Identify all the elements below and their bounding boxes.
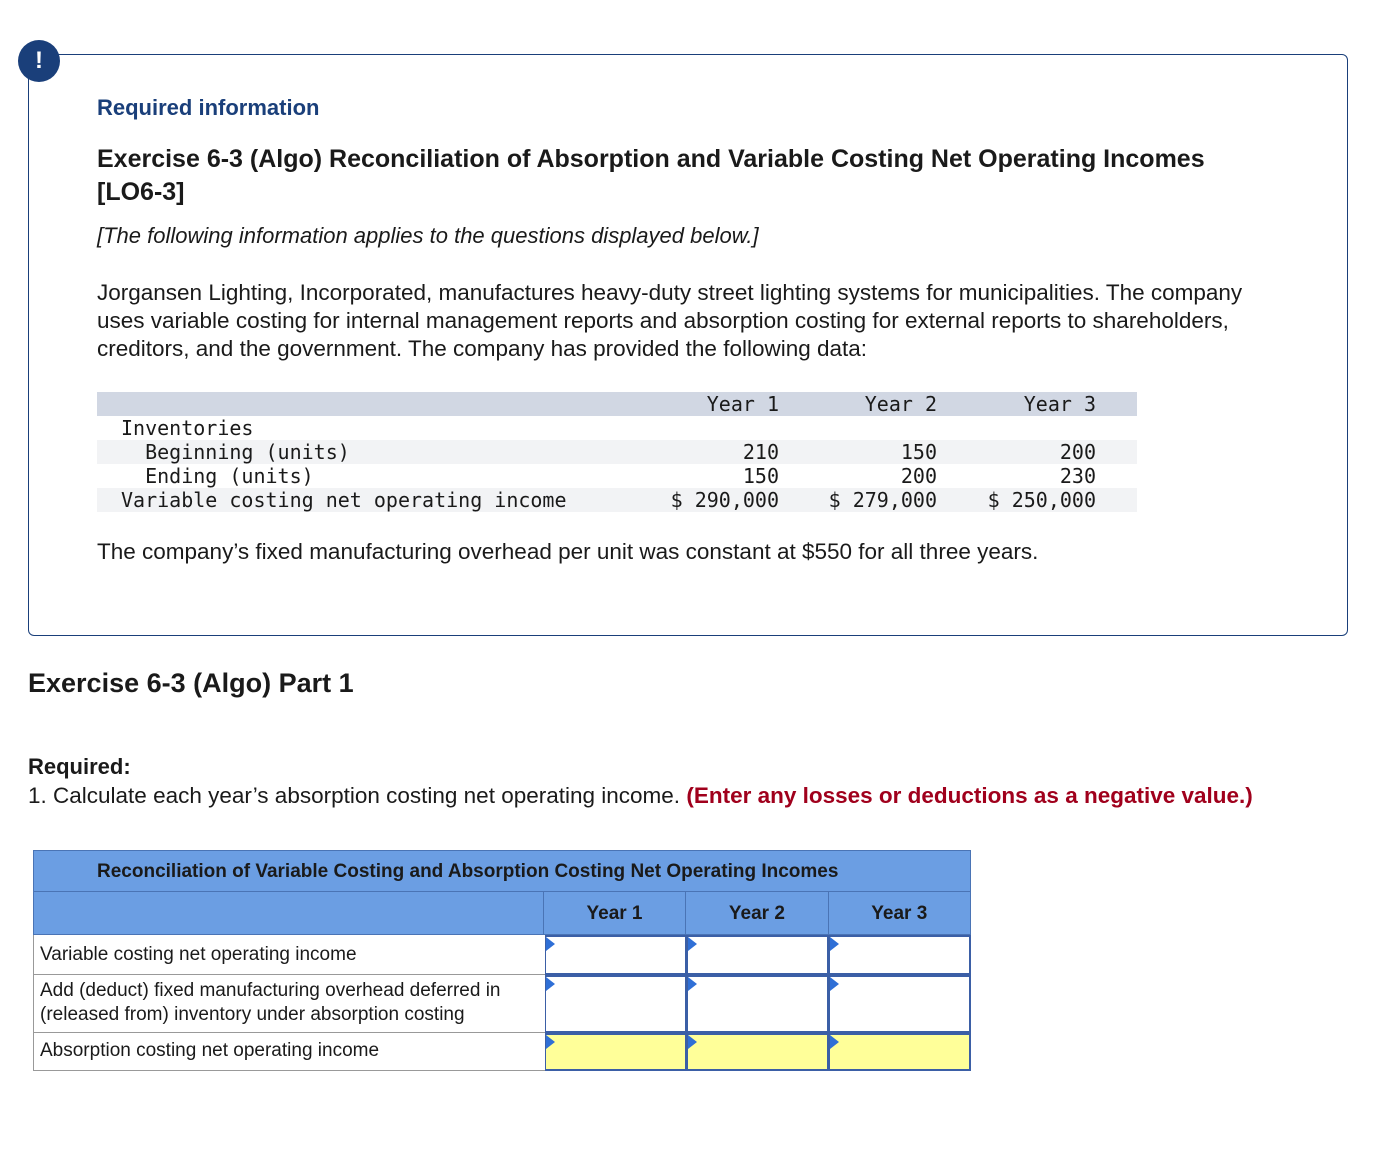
input-marker-icon [830,977,839,991]
instruction-emphasis: (Enter any losses or deductions as a negative value.) [686,783,1253,808]
input-marker-icon [546,977,555,991]
header-year-2: Year 2 [864,392,937,416]
value-cell: 210 [742,440,779,464]
input-marker-icon [546,937,555,951]
adjustment-year-3-input[interactable] [830,977,969,1031]
data-row-inventories [97,416,1137,440]
header-year-3: Year 3 [828,892,970,934]
header-year-2: Year 2 [685,892,827,934]
row-fixed-overhead-adjustment [33,975,971,1033]
applies-note: [The following information applies to the questions displayed below.] [97,223,759,248]
row-label: Inventories [121,416,254,440]
value-cell: $ 250,000 [987,488,1096,512]
input-marker-icon [688,977,697,991]
reconciliation-title: Reconciliation of Variable Costing and Absorption Costing Net Operating Incomes [33,850,971,892]
input-cell-year-1 [545,975,687,1033]
value-cell: 150 [742,464,779,488]
input-cell-year-3 [829,935,971,975]
input-marker-icon [546,1035,555,1049]
row-absorption-noi [33,1033,971,1071]
absorption-noi-year-3-input[interactable] [830,1035,969,1069]
row-label: Variable costing net operating income [33,935,545,975]
header-spacer [34,892,543,934]
input-cell-year-3 [829,975,971,1033]
row-variable-noi [33,935,971,975]
instruction-text: 1. Calculate each year’s absorption costing net operating income. [28,783,681,808]
part-title: Exercise 6-3 (Algo) Part 1 [28,668,354,698]
value-cell: $ 279,000 [828,488,937,512]
required-label: Required: [28,754,131,779]
input-cell-year-1 [545,935,687,975]
reconciliation-table [33,850,971,1071]
input-cell-year-2 [687,975,829,1033]
input-marker-icon [830,1035,839,1049]
value-cell: 150 [900,440,937,464]
data-row-ending [97,464,1137,488]
reconciliation-header [33,892,971,935]
fixed-overhead-note: The company’s fixed manufacturing overhead per unit was constant at $550 for all three years. [97,539,1039,564]
variable-noi-year-2-input[interactable] [688,937,827,973]
adjustment-year-2-input[interactable] [688,977,827,1031]
instruction [28,783,1253,809]
input-cell-year-3 [829,1033,971,1071]
value-cell: 200 [1059,440,1096,464]
input-cell-year-2 [687,935,829,975]
header-year-1: Year 1 [543,892,685,934]
exclamation-icon: ! [18,40,60,82]
value-cell: 230 [1059,464,1096,488]
value-cell: $ 290,000 [670,488,779,512]
absorption-noi-year-1-input[interactable] [546,1035,685,1069]
data-row-variable-noi [97,488,1137,512]
data-row-beginning [97,440,1137,464]
input-marker-icon [688,937,697,951]
header-year-3: Year 3 [1023,392,1096,416]
variable-noi-year-1-input[interactable] [546,937,685,973]
input-marker-icon [688,1035,697,1049]
input-cell-year-2 [687,1033,829,1071]
row-label: Add (deduct) fixed manufacturing overhead deferred in (released from) inventory under absorption costing [33,975,545,1033]
required-information-panel [28,54,1348,636]
row-label: Variable costing net operating income [121,488,567,512]
row-label: Absorption costing net operating income [33,1033,545,1071]
value-cell: 200 [900,464,937,488]
adjustment-year-1-input[interactable] [546,977,685,1031]
variable-noi-year-3-input[interactable] [830,937,969,973]
row-label: Beginning (units) [121,440,350,464]
header-year-1: Year 1 [706,392,779,416]
input-cell-year-1 [545,1033,687,1071]
data-table-header [97,392,1137,416]
required-information-heading: Required information [97,95,320,120]
absorption-noi-year-2-input[interactable] [688,1035,827,1069]
input-marker-icon [830,937,839,951]
given-data-table [97,392,1137,512]
problem-description: Jorgansen Lighting, Incorporated, manufactures heavy-duty street lighting systems for municipalities. The company uses variable costing for internal management reports and absorption costing for external reports to shareholders, creditors, and the government. The company has provided the following data: [97,280,1243,361]
exercise-title: Exercise 6-3 (Algo) Reconciliation of Absorption and Variable Costing Net Operating Incomes [LO6-3] [97,145,1205,206]
row-label: Ending (units) [121,464,314,488]
